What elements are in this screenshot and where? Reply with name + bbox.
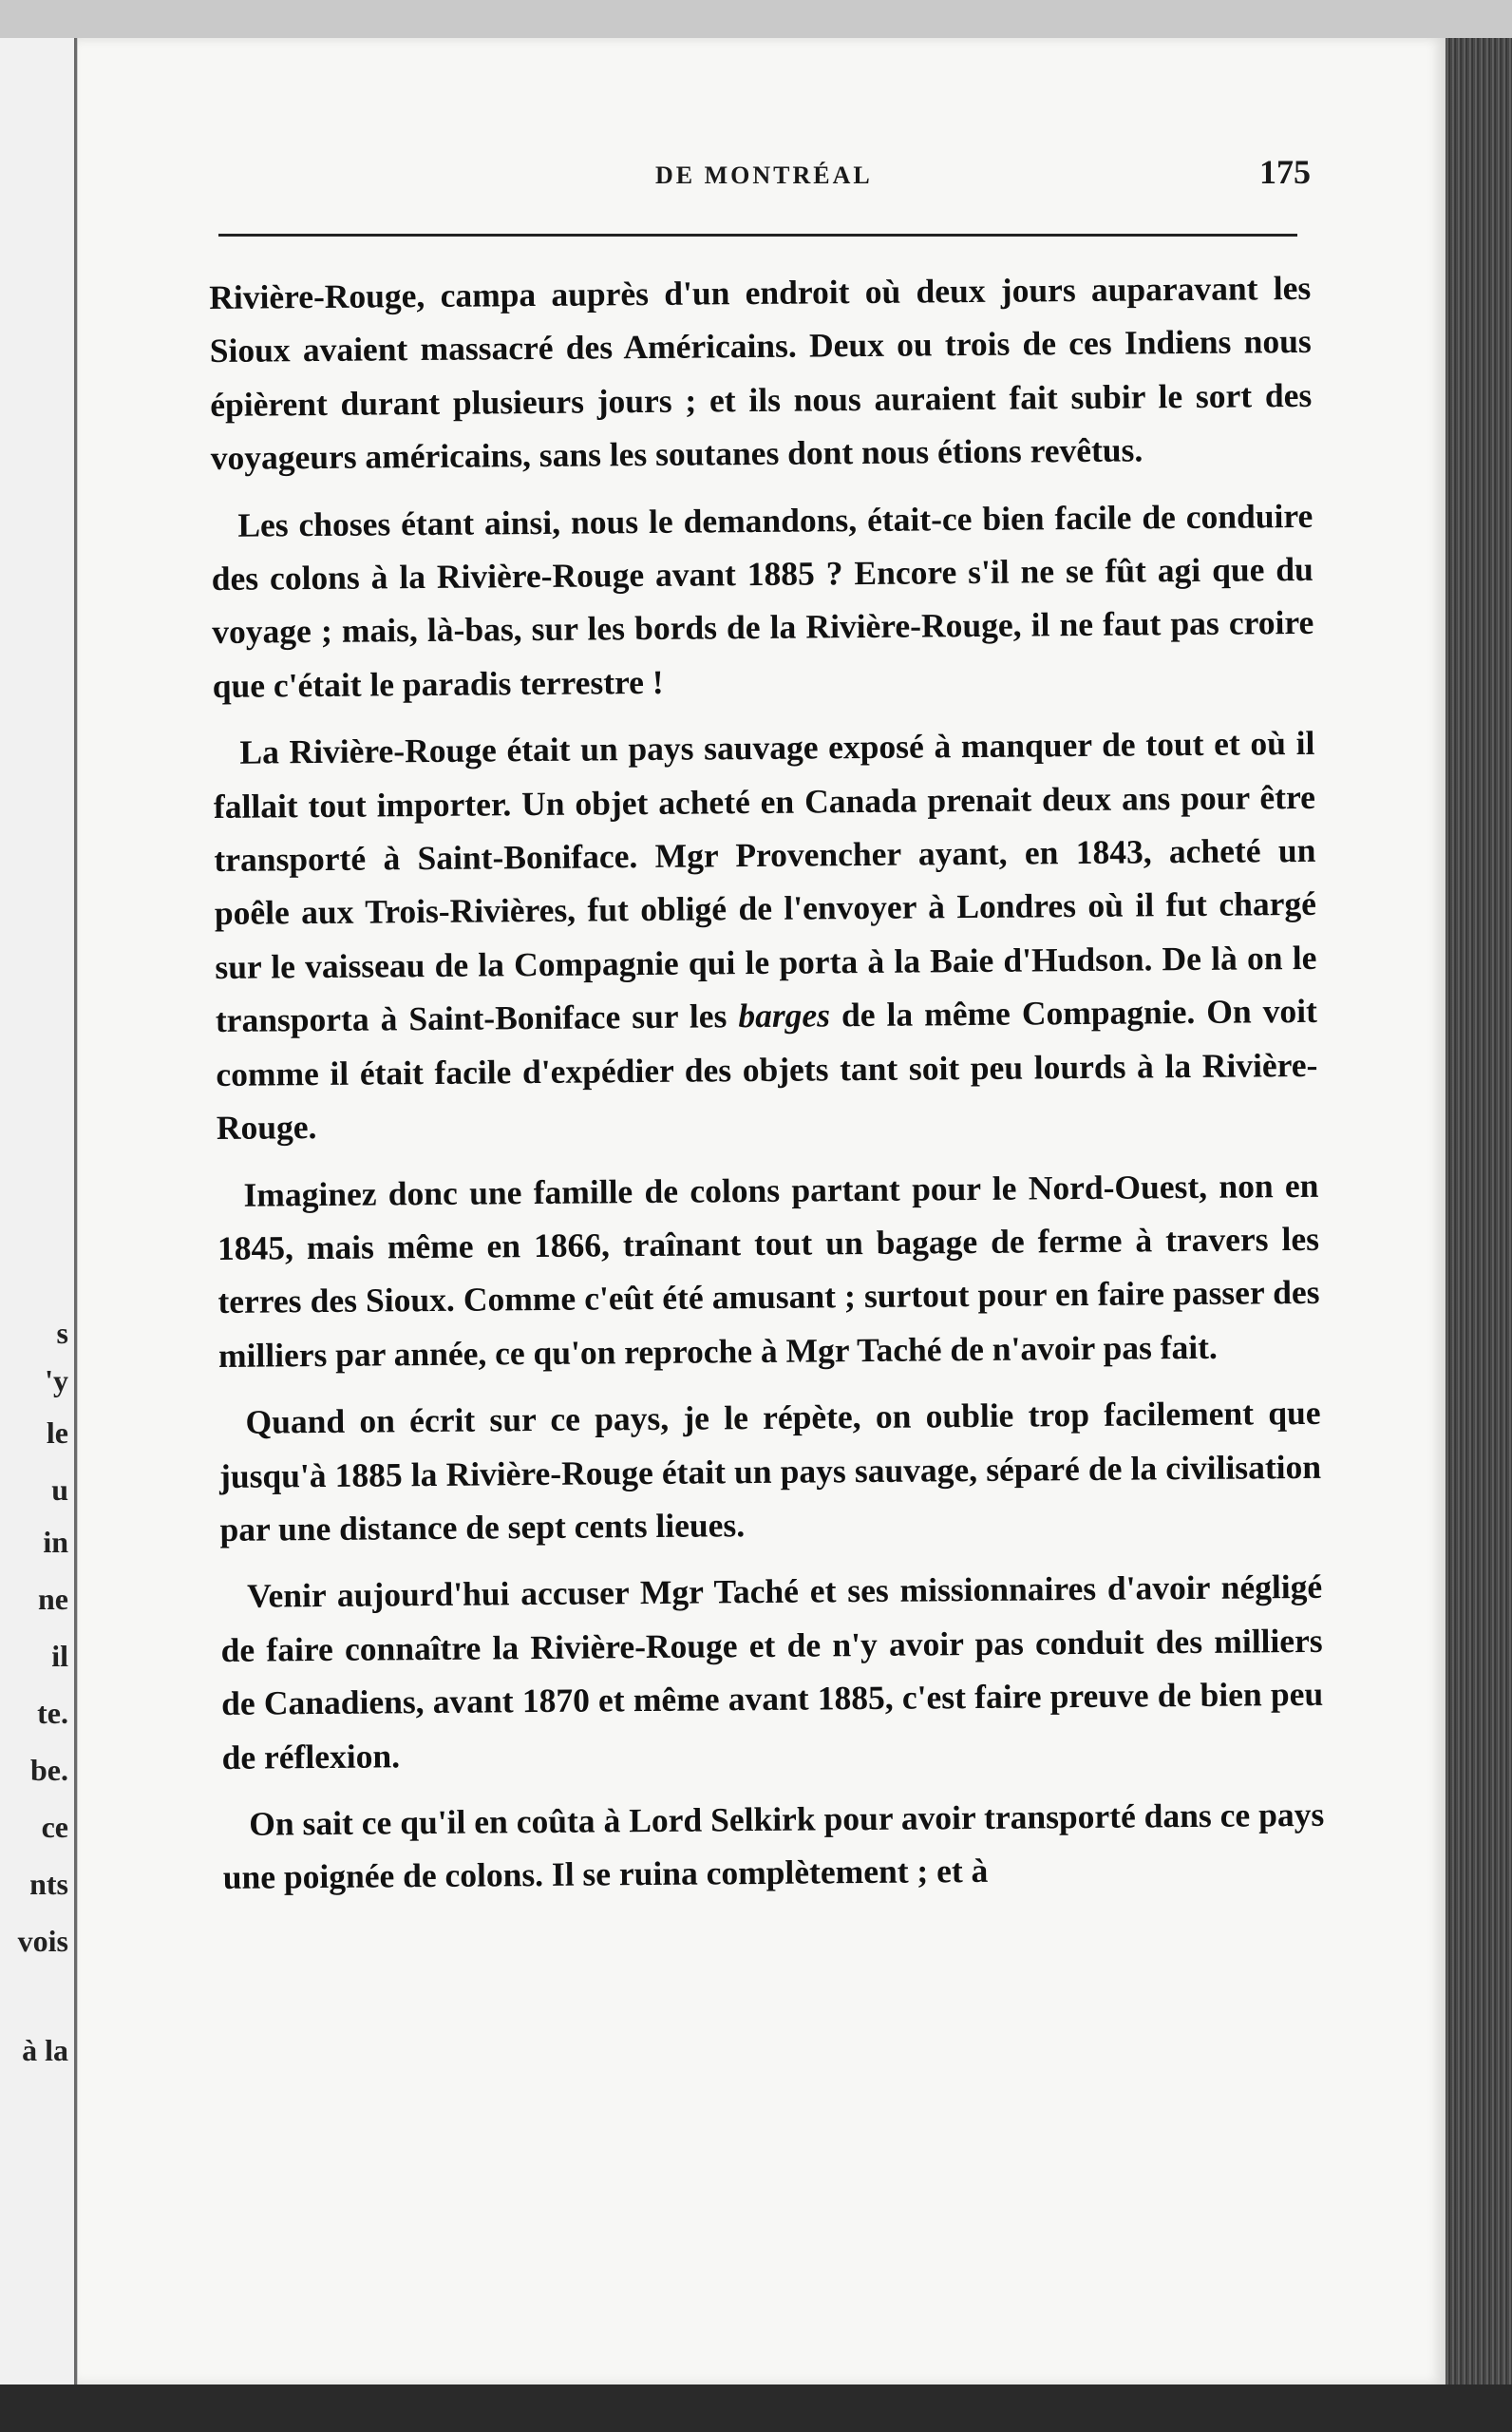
left-page-fragment: ne xyxy=(38,1582,68,1616)
paragraph-text: de la même Compagnie. On voit comme il était facile d'expédier des objets tant soit peu lourds à la Rivière-Rouge. xyxy=(216,992,1318,1148)
page-edges xyxy=(1446,38,1512,2384)
paragraph: Rivière-Rouge, campa auprès d'un endroit où deux jours auparavant les Sioux avaient massacré des Américains. Deux ou trois de ces Indiens nous épièrent durant plusieurs jours ; et ils nous auraient fait subir le sort des voyageurs américains, sans les soutanes dont nous étions revêtus. xyxy=(209,268,1313,478)
page-header xyxy=(142,152,1311,209)
left-page-fragment: be. xyxy=(30,1753,68,1787)
running-title: DE MONTRÉAL xyxy=(655,162,873,189)
paragraph: Venir aujourd'hui accuser Mgr Taché et ses missionnaires d'avoir négligé de faire connaître la Rivière-Rouge et de n'y avoir pas conduit des milliers de Canadiens, avant 1870 et même avant 1885, c'est faire preuve de bien peu de réflexion. xyxy=(220,1568,1324,1776)
header-rule xyxy=(218,234,1297,237)
body-text xyxy=(209,261,1325,1918)
left-page-fragment: nts xyxy=(29,1867,68,1901)
paragraph: On sait ce qu'il en coûta à Lord Selkirk pour avoir transporté dans ce pays une poignée de colons. Il se ruina complètement ; et à xyxy=(222,1795,1325,1897)
paragraph: Les choses étant ainsi, nous le demandons, était-ce bien facile de conduire des colons à la Rivière-Rouge avant 1885 ? Encore s'il ne se fût agi que du voyage ; mais, là-bas, sur les bords de la Rivière-Rouge, il ne faut pas croire que c'était le paradis terrestre ! xyxy=(211,496,1314,705)
left-page-fragment: vois xyxy=(17,1924,68,1958)
scan-bottom-border xyxy=(0,2384,1512,2432)
left-page-fragment: le xyxy=(46,1416,68,1450)
left-page-fragment: 'y xyxy=(45,1363,68,1397)
left-page-fragment: s xyxy=(56,1316,68,1350)
paragraph xyxy=(213,716,1318,1154)
paragraph: Imaginez donc une famille de colons partant pour le Nord-Ouest, non en 1845, mais même en 1866, traînant tout un bagage de ferme à travers les terres des Sioux. Comme c'eût été amusant ; surtout pour en faire passer des milliers par année, ce qu'on reproche à Mgr Taché de n'avoir pas fait. xyxy=(217,1166,1320,1375)
left-page-fragment: à la xyxy=(22,2033,68,2067)
left-page-fragment: u xyxy=(51,1472,68,1507)
left-page-fragment: ce xyxy=(41,1810,68,1844)
left-page-edge xyxy=(0,38,77,2384)
left-page-fragment: te. xyxy=(37,1696,68,1730)
italic-term: barges xyxy=(738,996,831,1036)
paragraph: Quand on écrit sur ce pays, je le répète, on oublie trop facilement que jusqu'à 1885 la Rivière-Rouge était un pays sauvage, séparé de la civilisation par une distance de sept cents lieues. xyxy=(218,1393,1322,1548)
left-page-fragment: il xyxy=(51,1639,68,1673)
paragraph-text: La Rivière-Rouge était un pays sauvage exposé à manquer de tout et où il fallait tout importer. Un objet acheté en Canada prenait deux ans pour être transporté à Saint-Boniface. Mgr Provencher ayant, en 1843, acheté un poêle aux Trois-Rivières, fut obligé de l'envoyer à Londres où il fut chargé sur le vaisseau de la Compagnie qui le porta à la Baie d'Hudson. De là on le transporta à Saint-Boniface sur les xyxy=(213,724,1317,1040)
page-number: 175 xyxy=(1259,153,1311,191)
left-page-fragment: in xyxy=(43,1525,68,1559)
